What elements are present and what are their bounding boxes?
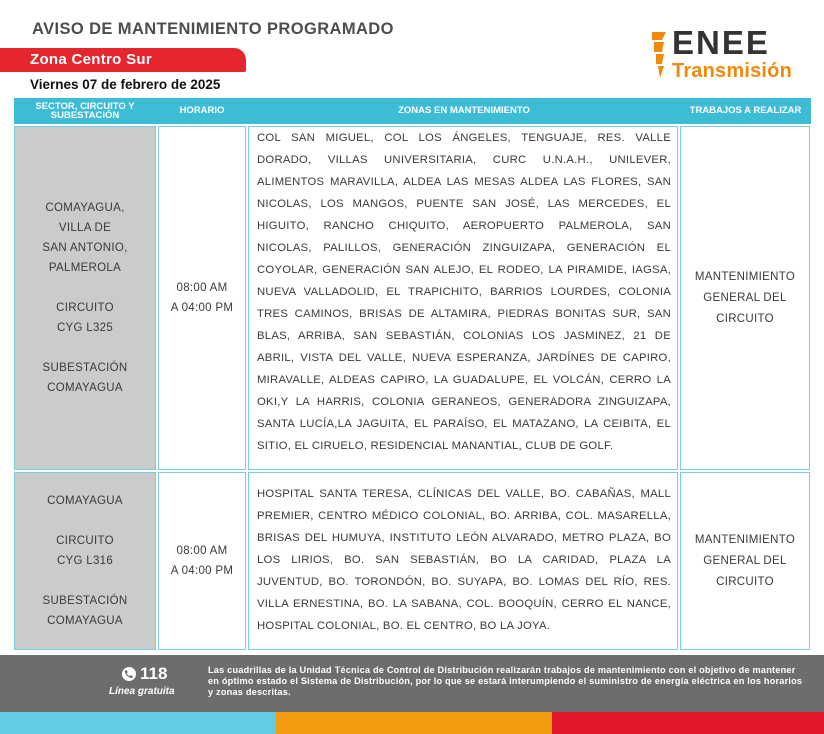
th-trabajos: TRABAJOS A REALIZAR: [689, 105, 802, 117]
logo-enee-text: ENEE: [672, 24, 770, 61]
logo-transmision-text: Transmisión: [672, 60, 793, 82]
th-horario: HORARIO: [179, 105, 225, 117]
color-bar-red: [552, 712, 824, 734]
horario-end: A 04:00 PM: [170, 302, 234, 314]
notice-date: Viernes 07 de febrero de 2025: [30, 77, 221, 92]
sector-line: COMAYAGUA: [47, 382, 123, 394]
sector-line: SUBESTACIÓN: [42, 595, 128, 607]
notice-title: AVISO DE MANTENIMIENTO PROGRAMADO: [32, 20, 394, 38]
phone-label: Línea gratuita: [109, 686, 175, 697]
zonas-text: HOSPITAL SANTA TERESA, CLÍNICAS DEL VALLE, BO. CABAÑAS, MALL PREMIER, CENTRO MÉDICO COLONIAL, BO. ARRIBA, COL. MASARELLA, BRISAS DEL HUMUYA, INSTITUTO LEÓN ALVARADO, METRO PLAZA, BO LOS LIRIOS, BO. SAN SEBASTIÁN, BO LA CARIDAD, PLAZA LA JUVENTUD, BO. TORONDÓN, BO. SUYAPA, BO. LOMAS DEL RÍO, RES. VILLA ERNESTINA, BO. LA SABANA, COL. BOOQUÍN, CERRO EL NANCE, HOSPITAL COLONIAL, BO. EL CENTRO, BO LA JOYA.: [257, 488, 671, 632]
footer-notice: Las cuadrillas de la Unidad Técnica de Control de Distribución realizarán trabajos de mantenimiento con el objetivo de mantener en óptimo estado el Sistema de Distribución, por lo que se estará interumpiendo el suministro de energía eléctrica en los horarios y zonas descritas.: [208, 665, 803, 697]
sector-spacer: [42, 278, 127, 298]
horario-start: 08:00 AM: [176, 282, 228, 294]
horario-cell: [158, 126, 246, 470]
sector-spacer: [43, 571, 128, 591]
sector-line: SUBESTACIÓN: [42, 362, 128, 374]
sector-spacer: [42, 338, 127, 358]
table-header: [14, 98, 811, 124]
color-bar-cyan: [0, 712, 276, 734]
zonas-text: COL SAN MIGUEL, COL LOS ÁNGELES, TENGUAJE, RES. VALLE DORADO, VILLAS UNIVERSITARIA, CURC U.N.A.H., UNILEVER, ALIMENTOS MARAVILLA, ALDEA LAS MESAS ALDEA LAS FLORES, SAN NICOLAS, LOS MANGOS, PUENTE SAN JOSÉ, LAS MERCEDES, EL HIGUITO, RANCHO CHIQUITO, AEROPUERTO PALMEROLA, SAN NICOLAS, PALILLOS, GENERACIÓN ZINGUIZAPA, GENERACIÓN EL COYOLAR, GENERACIÓN SAN ALEJO, EL RODEO, LA PIRAMIDE, IAGSA, NUEVA VALLADOLID, EL TRAPICHITO, BARRIOS LOURDES, COLONIA TRES CAMINOS, BRISAS DE ALTAMIRA, PIEDRAS BONITAS SUR, SAN BLAS, ARRIBA, SAN SEBASTIÁN, COLONIAS LOS JASMINEZ, 21 DE ABRIL, VISTA DEL VALLE, NUEVA ESPERANZA, JARDÍNES DE CAPIRO, MIRAVALLE, ALDEAS CAPIRO, LA GUADALUPE, EL VOLCÁN, CERRO LA OKI,Y LA HARRIS, COLONIA GERANEOS, GENERADORA ZINGUIZAPA, SANTA LUCÍA,LA JAGUITA, EL PARAÍSO, EL MATAZANO, LA CEIBITA, EL SITIO, EL CIRUELO, RESIDENCIAL MANANTIAL, CLUB DE GOLF.: [257, 132, 671, 452]
th-zonas: ZONAS EN MANTENIMIENTO: [398, 105, 530, 117]
phone-icon: [122, 667, 136, 681]
sector-cell: [14, 126, 156, 470]
sector-spacer: [43, 511, 128, 531]
sector-line: COMAYAGUA: [47, 615, 123, 627]
sector-cell: [14, 472, 156, 650]
trabajos-cell: [680, 472, 810, 650]
footer-bar: [0, 655, 824, 712]
trabajos-line: CIRCUITO: [716, 575, 774, 588]
horario-start: 08:00 AM: [176, 545, 228, 557]
enee-logo: [650, 24, 810, 84]
trabajos-line: GENERAL DEL: [703, 291, 787, 304]
sector-line: CIRCUITO: [56, 302, 114, 314]
sector-line: CYG L325: [56, 322, 114, 334]
trabajos-line: MANTENIMIENTO: [694, 533, 796, 546]
th-sector: SECTOR, CIRCUITO Y SUBESTACIÓN: [35, 100, 135, 121]
trabajos-cell: [680, 126, 810, 470]
sector-line: PALMEROLA: [48, 262, 122, 274]
sector-line: COMAYAGUA,: [45, 202, 125, 214]
horario-cell: [158, 472, 246, 650]
sector-line: CIRCUITO: [56, 535, 114, 547]
enee-flame-mark-icon: [650, 30, 668, 80]
sector-line: VILLA DE: [58, 222, 112, 234]
sector-line: SAN ANTONIO,: [42, 242, 128, 254]
trabajos-line: GENERAL DEL: [703, 554, 787, 567]
sector-line: COMAYAGUA: [47, 495, 123, 507]
trabajos-line: MANTENIMIENTO: [694, 270, 796, 283]
zonas-cell: [248, 126, 678, 470]
phone-number[interactable]: 118: [140, 664, 168, 683]
color-bar-orange: [276, 712, 552, 734]
zone-banner: [0, 48, 246, 72]
zone-label: Zona Centro Sur: [30, 51, 153, 68]
horario-end: A 04:00 PM: [170, 565, 234, 577]
sector-line: CYG L316: [56, 555, 114, 567]
zonas-cell: [248, 472, 678, 650]
trabajos-line: CIRCUITO: [716, 312, 774, 325]
